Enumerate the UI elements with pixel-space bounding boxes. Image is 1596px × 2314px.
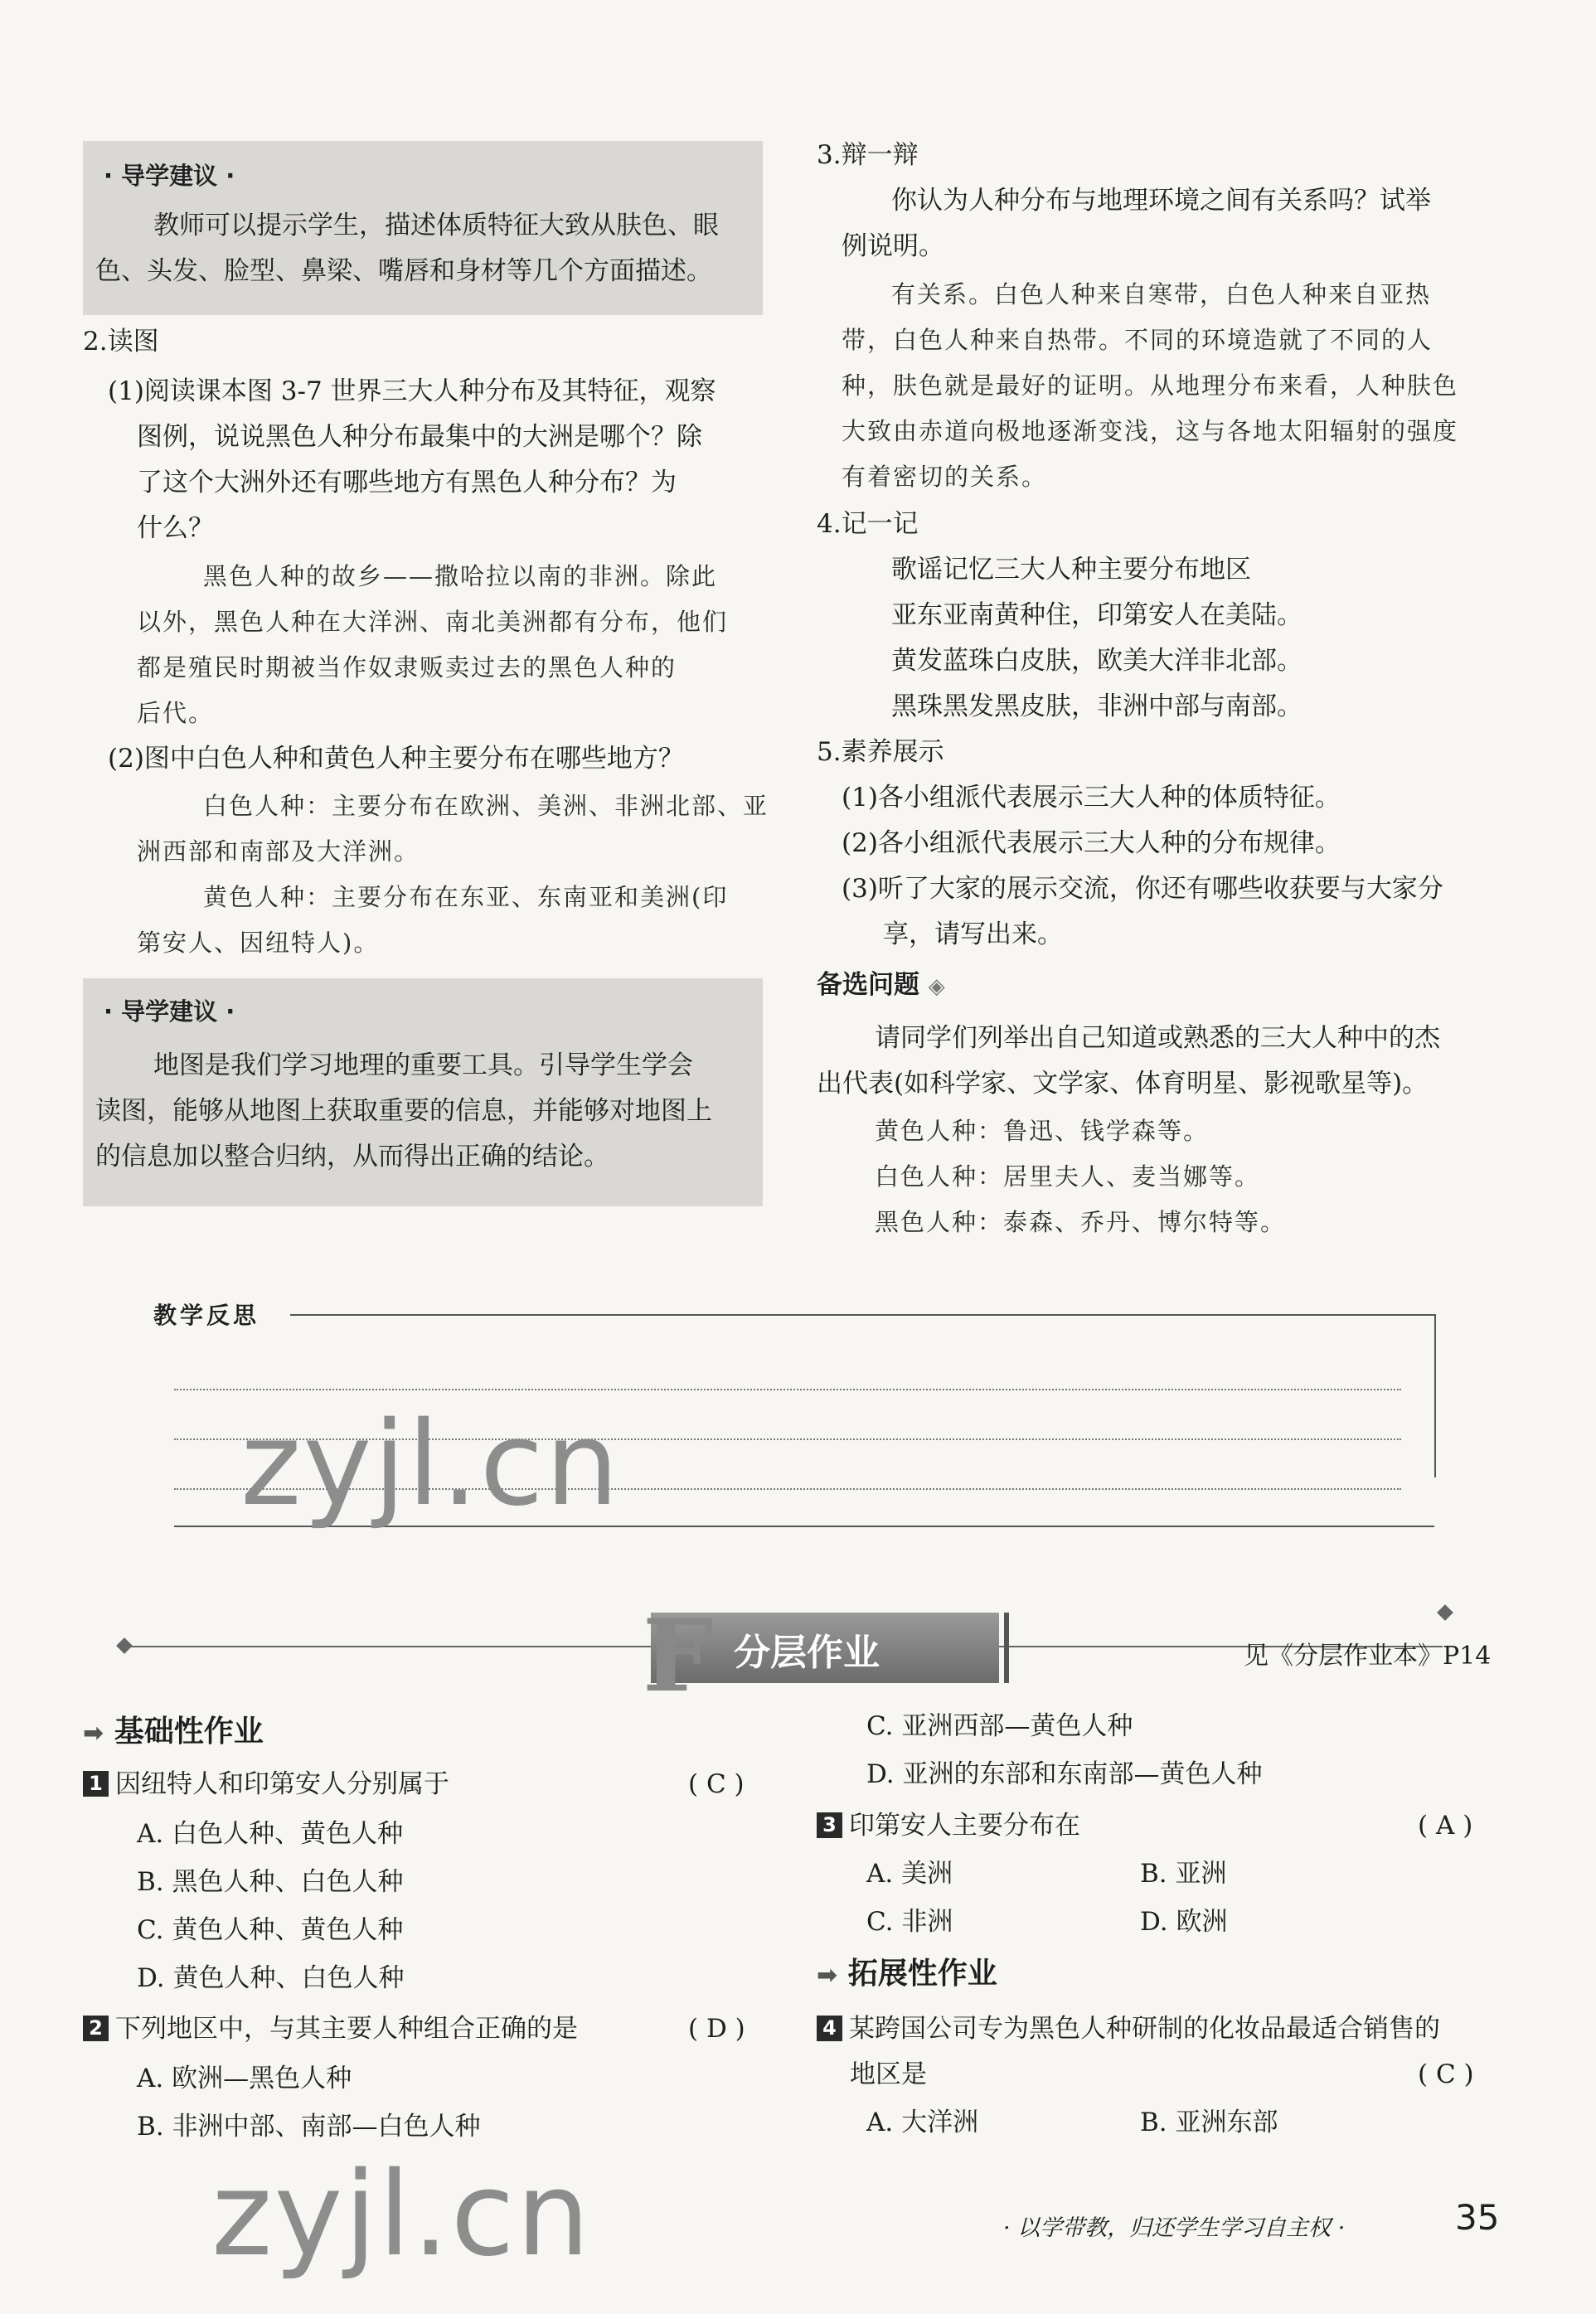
guide1-line-1: 教师可以提示学生，描述体质特征大致从肤色、眼 xyxy=(153,211,719,240)
arrow-icon: ➡ xyxy=(817,1961,838,1990)
q4-title: 4.记一记 xyxy=(817,509,919,539)
basic-section-header xyxy=(83,1708,264,1750)
q3-option-b: B. 亚洲 xyxy=(1140,1859,1227,1889)
q2-2-answer-3: 黄色人种：主要分布在东亚、东南亚和美洲(印 xyxy=(203,883,729,911)
q2-1-answer-4: 后代。 xyxy=(137,699,215,727)
q3-line-1: 你认为人种分布与地理环境之间有关系吗？试举 xyxy=(891,186,1431,216)
guide2-line-3: 的信息加以整合归纳，从而得出正确的结论。 xyxy=(95,1142,609,1172)
backup-line-1: 请同学们列举出自己知道或熟悉的三大人种中的杰 xyxy=(875,1023,1440,1053)
backup-answer-3: 黑色人种：泰森、乔丹、博尔特等。 xyxy=(875,1208,1287,1236)
q4-line-4: 黑珠黑发黑皮肤，非洲中部与南部。 xyxy=(891,691,1303,721)
q2-number: 2 xyxy=(83,2016,109,2041)
q5-line-4: 享，请写出来。 xyxy=(883,919,1063,949)
backup-header xyxy=(817,963,945,1001)
watermark-1: zyjl.cn xyxy=(240,1397,621,1532)
banner-left-dot xyxy=(116,1637,133,1654)
q3-option-d: D. 欧洲 xyxy=(1140,1907,1228,1937)
q2-option-b: B. 非洲中部、南部—白色人种 xyxy=(137,2112,481,2142)
q1-option-c: C. 黄色人种、黄色人种 xyxy=(137,1915,404,1945)
q3-answer-3: 种，肤色就是最好的证明。从地理分布来看，人种肤色 xyxy=(842,371,1459,400)
q2-2-answer-2: 洲西部和南部及大洋洲。 xyxy=(137,837,420,866)
q5-line-1: (1)各小组派代表展示三大人种的体质特征。 xyxy=(842,783,1341,813)
banner-bar xyxy=(1004,1613,1009,1683)
guide-title-1: · 导学建议 · xyxy=(104,162,235,190)
q3-text: 印第安人主要分布在 xyxy=(849,1811,1080,1841)
watermark-2: zyjl.cn xyxy=(211,2147,592,2282)
q5-title: 5.素养展示 xyxy=(817,737,944,767)
q2-1-answer-1: 黑色人种的故乡——撒哈拉以南的非洲。除此 xyxy=(203,562,718,590)
q2-1-line-4: 什么？ xyxy=(137,513,214,543)
q2-1-line-1: (1)阅读课本图 3-7 世界三大人种分布及其特征，观察 xyxy=(108,376,716,406)
ext-section-title: 拓展性作业 xyxy=(847,1957,997,1991)
q3-title: 3.辩一辩 xyxy=(817,140,919,170)
q1-stem xyxy=(83,1762,449,1807)
q1-option-b: B. 黑色人种、白色人种 xyxy=(137,1867,404,1897)
q4-line-3: 黄发蓝珠白皮肤，欧美大洋非北部。 xyxy=(891,646,1303,676)
q4-number: 4 xyxy=(817,2016,842,2041)
q2-2-line: (2)图中白色人种和黄色人种主要分布在哪些地方？ xyxy=(108,744,684,774)
q3-answer-4: 大致由赤道向极地逐渐变浅，这与各地太阳辐射的强度 xyxy=(842,417,1459,445)
q2-stem xyxy=(83,2006,578,2052)
q3-stem xyxy=(817,1803,1080,1849)
banner-right-dot xyxy=(1437,1604,1453,1621)
q1-option-d: D. 黄色人种、白色人种 xyxy=(137,1963,405,1993)
q3-answer-2: 带，白色人种来自热带。不同的环境造就了不同的人 xyxy=(842,326,1433,354)
q2-title: 2.读图 xyxy=(83,327,159,357)
q2-1-line-3: 了这个大洲外还有哪些地方有黑色人种分布？为 xyxy=(137,468,677,497)
q1-answer: ( C ) xyxy=(688,1769,745,1799)
q3-option-a: A. 美洲 xyxy=(866,1859,953,1889)
guide1-line-2: 色、头发、脸型、鼻梁、嘴唇和身材等几个方面描述。 xyxy=(95,256,712,286)
q2-1-answer-3: 都是殖民时期被当作奴隶贩卖过去的黑色人种的 xyxy=(137,653,677,682)
guide-title-2: · 导学建议 · xyxy=(104,997,235,1026)
q5-line-3: (3)听了大家的展示交流，你还有哪些收获要与大家分 xyxy=(842,874,1443,904)
q2-answer: ( D ) xyxy=(688,2014,745,2044)
q4-line-1: 歌谣记忆三大人种主要分布地区 xyxy=(891,555,1251,585)
q4-stem xyxy=(817,2006,1440,2052)
q1-number: 1 xyxy=(83,1771,109,1797)
q4-option-a: A. 大洋洲 xyxy=(866,2108,979,2137)
q4-text-2: 地区是 xyxy=(850,2059,927,2089)
q4-option-b: B. 亚洲东部 xyxy=(1140,2108,1278,2137)
q2-2-answer-1: 白色人种：主要分布在欧洲、美洲、非洲北部、亚 xyxy=(203,792,769,820)
reflection-line-1 xyxy=(174,1389,1401,1390)
q5-line-2: (2)各小组派代表展示三大人种的分布规律。 xyxy=(842,828,1341,858)
q4-answer: ( C ) xyxy=(1418,2059,1474,2089)
arrow-icon: ➡ xyxy=(83,1719,104,1748)
q2-2-answer-4: 第安人、因纽特人)。 xyxy=(137,929,380,957)
backup-title: 备选问题 xyxy=(817,970,919,1000)
q2-1-answer-2: 以外，黑色人种在大洋洲、南北美洲都有分布，他们 xyxy=(137,608,729,636)
q2-option-d: D. 亚洲的东部和东南部—黄色人种 xyxy=(866,1759,1263,1789)
q3-answer-1: 有关系。白色人种来自寒带，白色人种来自亚热 xyxy=(891,280,1432,308)
guide2-line-2: 读图，能够从地图上获取重要的信息，并能够对地图上 xyxy=(95,1096,712,1126)
q2-option-a: A. 欧洲—黑色人种 xyxy=(137,2064,352,2093)
q3-answer: ( A ) xyxy=(1418,1811,1473,1841)
basic-section-title: 基础性作业 xyxy=(114,1715,264,1749)
backup-answer-2: 白色人种：居里夫人、麦当娜等。 xyxy=(875,1162,1261,1191)
q4-line-2: 亚东亚南黄种住，印第安人在美陆。 xyxy=(891,600,1303,630)
reflection-label: 教学反思 xyxy=(153,1302,260,1329)
diamond-arrow-icon: ◈ xyxy=(928,974,945,999)
backup-line-2: 出代表(如科学家、文学家、体育明星、影视歌星等)。 xyxy=(817,1069,1429,1099)
guide2-line-1: 地图是我们学习地理的重要工具。引导学生学会 xyxy=(153,1050,693,1080)
q2-option-c: C. 亚洲西部—黄色人种 xyxy=(866,1711,1133,1741)
q3-answer-5: 有着密切的关系。 xyxy=(842,463,1048,491)
q3-number: 3 xyxy=(817,1812,842,1838)
ext-section-header xyxy=(817,1950,997,1992)
q1-option-a: A. 白色人种、黄色人种 xyxy=(137,1819,404,1849)
page-number: 35 xyxy=(1455,2197,1500,2238)
q2-1-line-2: 图例，说说黑色人种分布最集中的大洲是哪个？除 xyxy=(137,422,702,452)
banner-title: 分层作业 xyxy=(734,1632,880,1674)
q4-text-1: 某跨国公司专为黑色人种研制的化妆品最适合销售的 xyxy=(849,2014,1440,2044)
banner-letter: F xyxy=(643,1598,714,1715)
q3-option-c: C. 非洲 xyxy=(866,1907,953,1937)
banner-box xyxy=(643,1598,999,1715)
q3-line-2: 例说明。 xyxy=(842,231,944,261)
banner-ref: 见《分层作业本》P14 xyxy=(1244,1642,1492,1671)
q1-text: 因纽特人和印第安人分别属于 xyxy=(115,1769,449,1799)
footer-slogan: · 以学带教，归还学生学习自主权 · xyxy=(1003,2215,1346,2241)
q2-text: 下列地区中，与其主要人种组合正确的是 xyxy=(115,2014,578,2044)
backup-answer-1: 黄色人种：鲁迅、钱学森等。 xyxy=(875,1117,1210,1145)
